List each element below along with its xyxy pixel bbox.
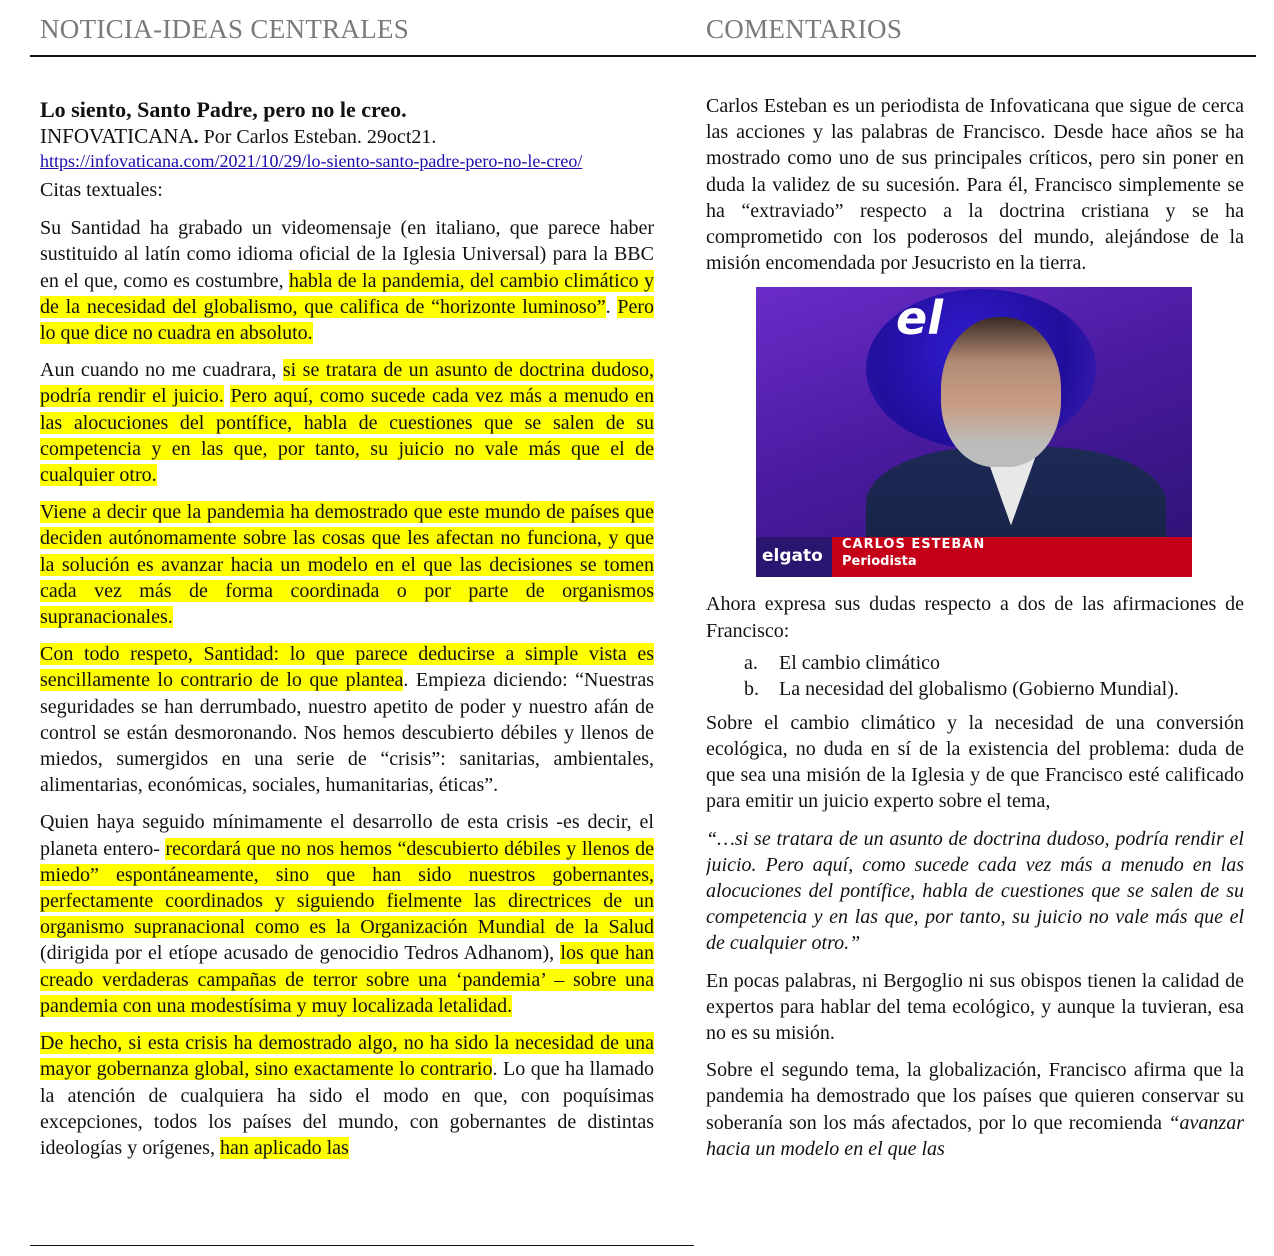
list-item-text: El cambio climático: [779, 651, 941, 674]
highlighted-text: los que han creado verdaderas campañas de terror sobre una ‘pandemia’ – sobre una pandemia con una modestísima y muy localizada letalidad.: [40, 942, 654, 1017]
highlighted-text: Pero aquí, como sucede cada vez más a menudo en las alocuciones del pontífice, habla de cuestiones que se salen de su competencia y en las que, por tanto, su juicio no vale más que el de cualquier otro.: [40, 385, 654, 487]
article-paragraph-3: [40, 499, 654, 630]
news-column: [40, 96, 654, 1242]
caption-name: CARLOS ESTEBAN: [842, 537, 986, 553]
text-run: .: [605, 295, 618, 318]
cites-label: Citas textuales:: [40, 179, 163, 201]
text-run: Aun cuando no me cuadrara,: [40, 359, 283, 382]
highlighted-text: han aplicado las: [219, 1136, 349, 1159]
highlighted-text: De hecho, si esta crisis ha demostrado algo, no ha sido la necesidad de una mayor gobernanza global, sino exactamente lo contrario: [40, 1032, 654, 1081]
highlighted-text: si se tratara de un asunto de doctrina dudoso, podría rendir el juicio.: [40, 359, 654, 408]
comment-paragraph-3: Sobre el cambio climático y la necesidad de una conversión ecológica, no duda en sí de la existencia del problema: duda de que sea una misión de la Iglesia y de que Francisco esté calificado para emitir un juicio experto sobre el tema,: [706, 711, 1244, 813]
left-column-heading: NOTICIA-IDEAS CENTRALES: [40, 14, 410, 44]
comments-column: [706, 93, 1244, 1203]
source-name: INFOVATICANA: [40, 124, 194, 148]
quoted-text: “…si se tratara de un asunto de doctrina dudoso, podría rendir el juicio. Pero aquí, como sucede cada vez más a menudo en las alocuciones del pontífice, habla de cuestiones que se salen de su competencia y en las que, por tanto, su juicio no vale más que el de cualquier otro.”: [706, 827, 1244, 955]
channel-logo: elgato: [756, 537, 832, 577]
header-divider: [30, 55, 1256, 57]
comment-paragraph-4: En pocas palabras, ni Bergoglio ni sus obispos tienen la calidad de expertos para hablar del tema ecológico, y aunque la tuvieran, esa no es su misión.: [706, 969, 1244, 1045]
text-run: . Empieza diciendo: “Nuestras seguridades se han derrumbado, nuestro apetito de poder y nuestro afán de control se están desmoronando. Nos hemos descubierto débiles y llenos de miedos, sumergidos en una serie de “crisis”: sanitarias, ambientales, alimentarias, económicas, sociales, humanitarias, éticas”.: [40, 669, 654, 797]
list-item-text: La necesidad del globalismo (Gobierno Mundial).: [779, 677, 1179, 700]
article-paragraph-2: [40, 357, 654, 488]
italic-quote-run: “avanzar hacia un modelo en el que las: [706, 1111, 1244, 1160]
source-dot: .: [193, 126, 199, 148]
highlighted-text: Pero lo que dice no cuadra en absoluto.: [40, 295, 654, 345]
article-paragraph-5: [40, 809, 654, 1019]
comment-paragraph-1: Carlos Esteban es un periodista de Infovaticana que sigue de cerca las acciones y las palabras de Francisco. Desde hace años se ha mostrado como uno de sus principales críticos, pero sin poner en duda la validez de su sucesión. Para él, Francisco simplemente se ha “extraviado” respecto a la doctrina cristiana y se ha comprometido con los poderosos del mundo, alejándose de la misión encomendada por Jesucristo en la tierra.: [706, 95, 1244, 275]
article-paragraph-6: [40, 1030, 654, 1161]
right-column-heading: COMENTARIOS: [706, 14, 903, 44]
show-logo: el: [896, 291, 943, 346]
article-source: [40, 124, 654, 149]
footer-divider: [30, 1245, 694, 1246]
highlighted-text: Viene a decir que la pandemia ha demostrado que este mundo de países que deciden autónomamente sobre las cosas que les afectan no funciona, y que la solución es avanzar hacia un modelo en el que las decisiones se tomen cada vez más de forma coordinada o por parte de organismos supranacionales.: [40, 501, 654, 629]
list-marker: b.: [744, 677, 759, 700]
article-paragraph-4: [40, 641, 654, 798]
comment-paragraph-2: Ahora expresa sus dudas respecto a dos de las afirmaciones de Francisco:: [706, 593, 1244, 642]
list-marker: a.: [744, 651, 758, 674]
highlighted-text: habla de la pandemia, del cambio climático y de la necesidad del globalismo, que califica de “horizonte luminoso”: [40, 269, 654, 318]
comment-paragraph-5: [706, 1057, 1244, 1162]
article-link[interactable]: https://infovaticana.com/2021/10/29/lo-siento-santo-padre-pero-no-le-creo/: [40, 151, 583, 171]
list-item: [706, 676, 1244, 702]
highlighted-text: Con todo respeto, Santidad: lo que parece deducirse a simple vista es sencillamente lo contrario de lo que plantea: [40, 643, 654, 692]
journalist-photo: [756, 287, 1192, 577]
article-title: Lo siento, Santo Padre, pero no le creo.: [40, 97, 407, 122]
text-run: Su Santidad ha grabado un videomensaje (en italiano, que parece haber sustituido al latín como idioma oficial de la Iglesia Universal) para la BBC en el que, como es costumbre,: [40, 217, 654, 292]
text-run: Quien haya seguido mínimamente el desarrollo de esta crisis -es decir, el planeta entero-: [40, 811, 654, 860]
claims-list: [706, 650, 1244, 702]
byline: Por Carlos Esteban. 29oct21.: [198, 126, 437, 148]
person-head: [941, 317, 1061, 467]
caption-role: Periodista: [842, 554, 917, 570]
highlighted-text: recordará que no nos hemos “descubierto débiles y llenos de miedo” espontáneamente, sino que han sido nuestros gobernantes, perfectamente coordinados y siguiendo fielmente las directrices de un organismo supranacional como es la Organización Mundial de la Salud: [40, 837, 654, 939]
text-run: Sobre el segundo tema, la globalización, Francisco afirma que la pandemia ha demostrado que los países que quieren conservar su soberanía son los más afectados, por lo que recomienda: [706, 1059, 1244, 1134]
text-run: . Lo que ha llamado la atención de cualquiera ha sido el modo en que, con poquísimas excepciones, todos los países del mundo, con gobernantes de distintas ideologías y orígenes,: [40, 1058, 654, 1159]
article-paragraph-1: [40, 215, 654, 346]
text-run: (dirigida por el etíope acusado de genocidio Tedros Adhanom),: [40, 942, 561, 965]
list-item: [706, 650, 1244, 676]
